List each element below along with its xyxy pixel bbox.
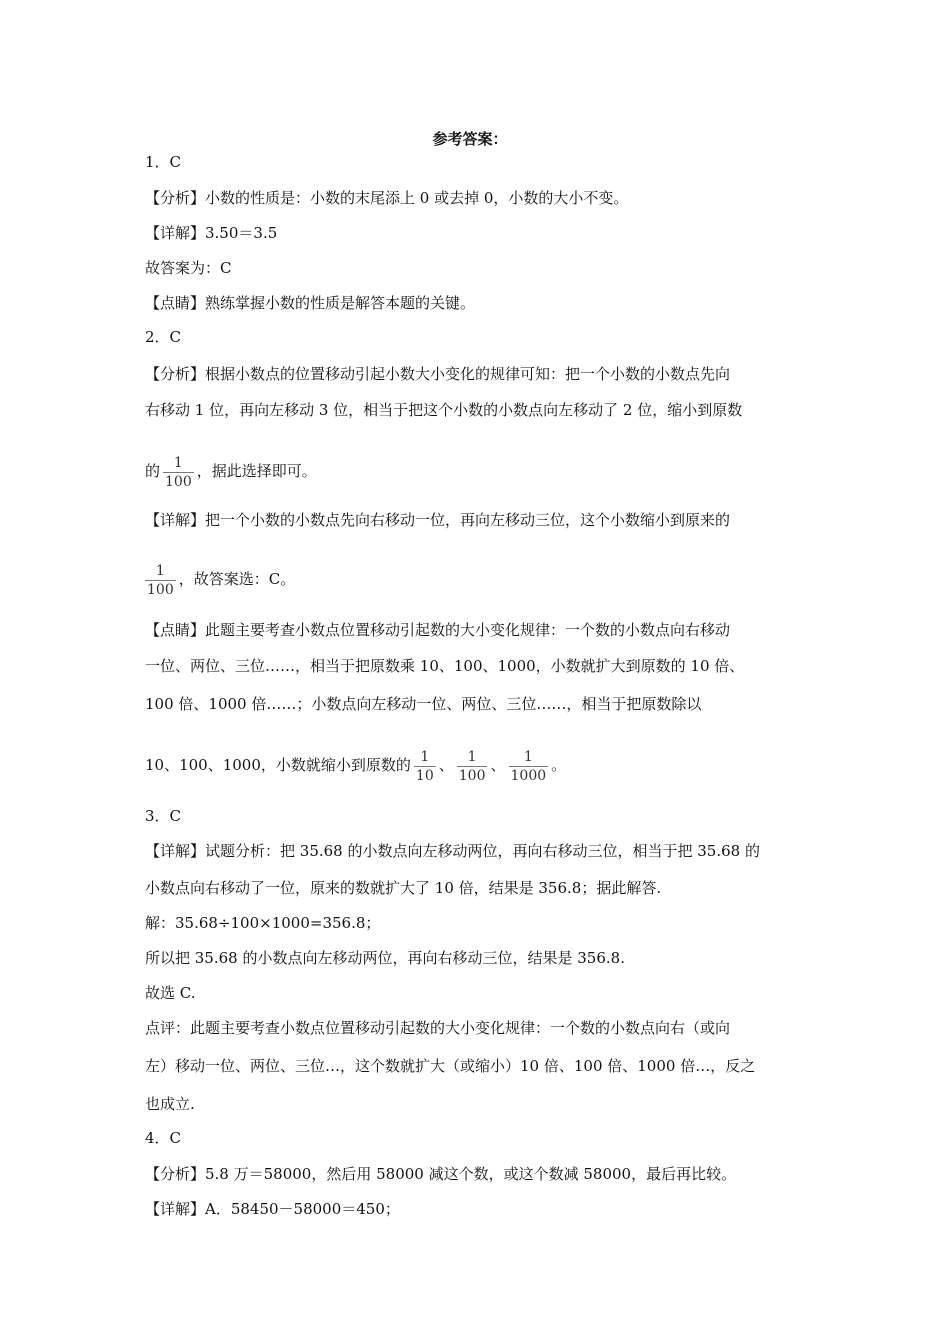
q2-analysis-line1: 【分析】根据小数点的位置移动引起小数大小变化的规律可知：把一个小数的小数点先向	[145, 365, 731, 383]
fraction	[457, 748, 488, 785]
separator: 、	[438, 756, 454, 774]
q3-detail-line1: 【详解】试题分析：把 35.68 的小数点向左移动两位，再向右移动三位，相当于把 35.68 的	[145, 842, 760, 860]
q2-analysis-line3-post: ，据此选择即可。	[196, 462, 317, 480]
q1-detail: 【详解】3.50＝3.5	[145, 224, 278, 242]
q3-solution: 解：35.68÷100×1000=356.8；	[145, 914, 381, 932]
fraction-numerator: 1	[523, 748, 533, 765]
q2-detail-line1: 【详解】把一个小数的小数点先向右移动一位，再向左移动三位，这个小数缩小到原来的	[145, 511, 731, 529]
q2-analysis-line3-pre: 的	[145, 462, 161, 480]
q2-point-line3: 100 倍、1000 倍……；小数点向左移动一位、两位、三位……，相当于把原数除以	[145, 695, 702, 713]
fraction	[414, 748, 436, 785]
q2-point-line4-pre: 10、100、1000，小数就缩小到原数的	[145, 756, 411, 774]
q4-detail: 【详解】A．58450－58000＝450；	[145, 1200, 400, 1218]
q2-detail-line2	[145, 553, 295, 605]
q2-answer: 2．C	[145, 328, 182, 346]
q1-analysis: 【分析】小数的性质是：小数的末尾添上 0 或去掉 0，小数的大小不变。	[145, 189, 629, 207]
q2-point-line4-post: 。	[551, 756, 567, 774]
q2-point-line1: 【点睛】此题主要考查小数点位置移动引起数的大小变化规律：一个数的小数点向右移动	[145, 621, 731, 639]
q2-point-line4	[145, 739, 566, 791]
q2-analysis-line2: 右移动 1 位，再向左移动 3 位，相当于把这个小数的小数点向左移动了 2 位，缩小到原数	[145, 401, 743, 419]
q3-comment-line1: 点评：此题主要考查小数点位置移动引起数的大小变化规律：一个数的小数点向右（或向	[145, 1019, 731, 1037]
fraction-denominator: 1000	[510, 767, 547, 784]
q1-conclusion: 故答案为：C	[145, 259, 232, 277]
q3-so: 所以把 35.68 的小数点向左移动两位，再向右移动三位，结果是 356.8.	[145, 949, 625, 967]
fraction-numerator: 1	[173, 454, 183, 471]
q1-answer: 1．C	[145, 153, 182, 171]
fraction-denominator: 100	[165, 473, 192, 490]
q1-point: 【点睛】熟练掌握小数的性质是解答本题的关键。	[145, 294, 476, 312]
fraction	[145, 562, 176, 599]
q3-comment-line2: 左）移动一位、两位、三位…，这个数就扩大（或缩小）10 倍、100 倍、1000 倍…，反之	[145, 1057, 756, 1075]
fraction	[509, 748, 549, 785]
page-title: 参考答案：	[432, 130, 508, 148]
fraction-numerator: 1	[155, 562, 165, 579]
q3-choose: 故选 C.	[145, 984, 196, 1002]
q2-analysis-line3	[145, 445, 317, 497]
q4-answer: 4．C	[145, 1129, 182, 1147]
fraction-denominator: 100	[147, 581, 174, 598]
q3-detail-line2: 小数点向右移动了一位，原来的数就扩大了 10 倍，结果是 356.8；据此解答.	[145, 879, 662, 897]
fraction-denominator: 10	[415, 767, 434, 784]
fraction-numerator: 1	[420, 748, 430, 765]
fraction	[163, 454, 194, 491]
q2-point-line2: 一位、两位、三位……，相当于把原数乘 10、100、1000，小数就扩大到原数的 10 倍、	[145, 657, 745, 675]
q3-answer: 3．C	[145, 807, 182, 825]
q2-detail-line2-post: ，故答案选：C。	[178, 570, 296, 588]
fraction-denominator: 100	[458, 767, 486, 784]
q3-comment-line3: 也成立.	[145, 1095, 195, 1113]
separator: 、	[490, 756, 506, 774]
fraction-numerator: 1	[467, 748, 477, 765]
q4-analysis: 【分析】5.8 万＝58000，然后用 58000 减这个数，或这个数减 58000，最后再比较。	[145, 1165, 737, 1183]
